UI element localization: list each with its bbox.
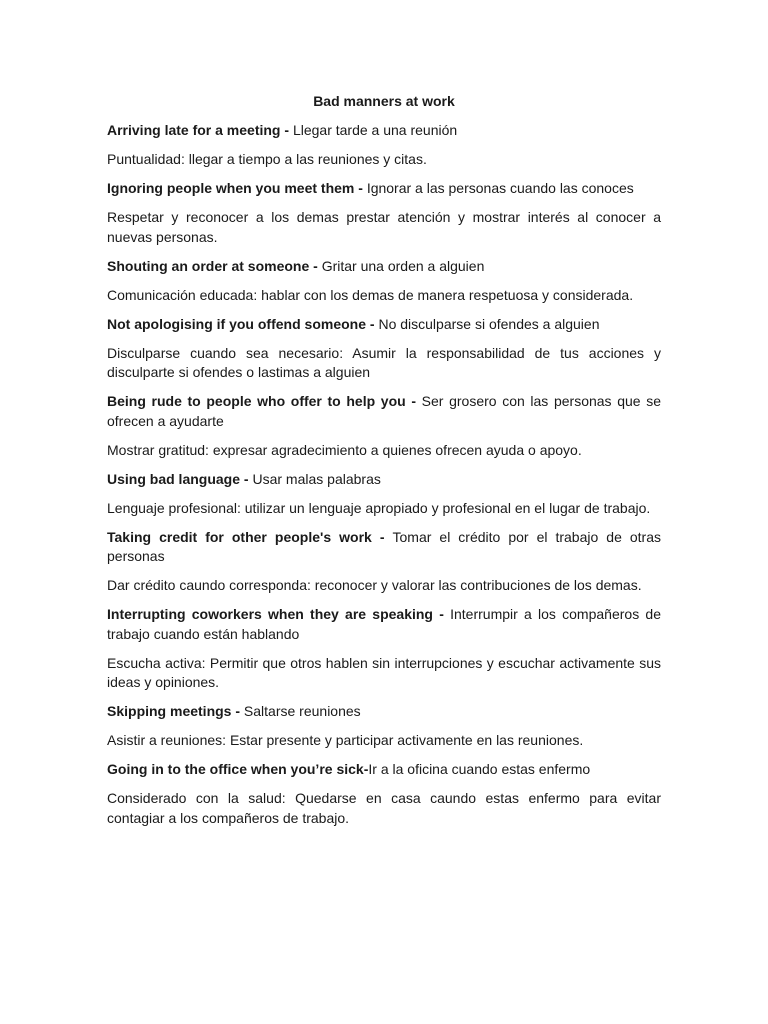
manner-phrase: Arriving late for a meeting xyxy=(107,122,281,138)
manner-entry xyxy=(107,760,661,780)
manner-translation: Ir a la oficina cuando estas enfermo xyxy=(368,761,591,777)
manner-advice: Disculparse cuando sea necesario: Asumir la responsabilidad de tus acciones y disculparte si ofendes o lastimas a alguien xyxy=(107,344,661,380)
manner-separator: - xyxy=(366,315,379,332)
manner-entry xyxy=(107,315,661,335)
manner-entry xyxy=(107,257,661,277)
manner-translation: Interrumpir a los compañeros de trabajo cuando están hablando xyxy=(107,606,661,642)
document-title: Bad manners at work xyxy=(313,93,455,109)
manner-entry xyxy=(107,121,661,141)
manner-separator: - xyxy=(309,257,322,274)
manner-entry xyxy=(107,605,661,644)
manner-advice: Mostrar gratitud: expresar agradecimiento a quienes ofrecen ayuda o apoyo. xyxy=(107,441,582,458)
manner-entry xyxy=(107,392,661,431)
manner-phrase: Going in to the office when you’re sick xyxy=(107,761,364,777)
manner-advice: Comunicación educada: hablar con los demas de manera respetuosa y considerada. xyxy=(107,286,634,303)
manner-separator: - xyxy=(280,122,293,138)
manner-separator: - xyxy=(363,761,369,777)
manner-translation: Ignorar a las personas cuando las conoces xyxy=(366,180,634,196)
manner-phrase: Not apologising if you offend someone xyxy=(107,315,366,332)
manner-phrase: Ignoring people when you meet them xyxy=(107,180,355,196)
manner-advice: Respetar y reconocer a los demas prestar atención y mostrar interés al conocer a nuevas personas. xyxy=(107,209,661,245)
manner-translation: No disculparse si ofendes a alguien xyxy=(378,315,600,332)
manner-advice: Dar crédito caundo corresponda: reconocer y valorar las contribuciones de los demas. xyxy=(107,577,642,593)
manner-separator: - xyxy=(231,703,244,719)
manner-entry xyxy=(107,702,661,722)
manner-advice: Considerado con la salud: Quedarse en casa caundo estas enfermo para evitar contagiar a los compañeros de trabajo. xyxy=(107,790,661,826)
manner-phrase: Shouting an order at someone xyxy=(107,257,310,274)
manner-separator: - xyxy=(354,180,367,196)
manner-translation: Gritar una orden a alguien xyxy=(321,257,485,274)
manner-translation: Usar malas palabras xyxy=(252,470,381,487)
manner-entry xyxy=(107,179,661,199)
manner-phrase: Taking credit for other people's work xyxy=(107,528,372,545)
manner-translation: Saltarse reuniones xyxy=(243,703,361,719)
manner-advice: Lenguaje profesional: utilizar un lenguaje apropiado y profesional en el lugar de trabajo. xyxy=(107,499,651,516)
manner-advice: Puntualidad: llegar a tiempo a las reuniones y citas. xyxy=(107,151,427,167)
manner-phrase: Skipping meetings xyxy=(107,703,232,719)
manner-translation: Llegar tarde a una reunión xyxy=(292,122,458,138)
manner-translation: Ser grosero con las personas que se ofrecen a ayudarte xyxy=(107,393,661,429)
manner-phrase: Interrupting coworkers when they are speaking xyxy=(107,606,433,622)
manner-advice: Asistir a reuniones: Estar presente y participar activamente en las reuniones. xyxy=(107,732,584,748)
manner-entry xyxy=(107,528,661,567)
document-body xyxy=(107,92,661,828)
manner-separator: - xyxy=(371,528,393,545)
manner-translation: Tomar el crédito por el trabajo de otras personas xyxy=(107,528,661,564)
manner-advice: Escucha activa: Permitir que otros hablen sin interrupciones y escuchar activamente sus ideas y opiniones. xyxy=(107,654,661,690)
manner-separator: - xyxy=(405,393,422,409)
manner-separator: - xyxy=(240,470,253,487)
manner-entry xyxy=(107,470,661,490)
manner-phrase: Using bad language xyxy=(107,470,241,487)
manner-phrase: Being rude to people who offer to help you xyxy=(107,393,406,409)
manner-separator: - xyxy=(432,606,451,622)
